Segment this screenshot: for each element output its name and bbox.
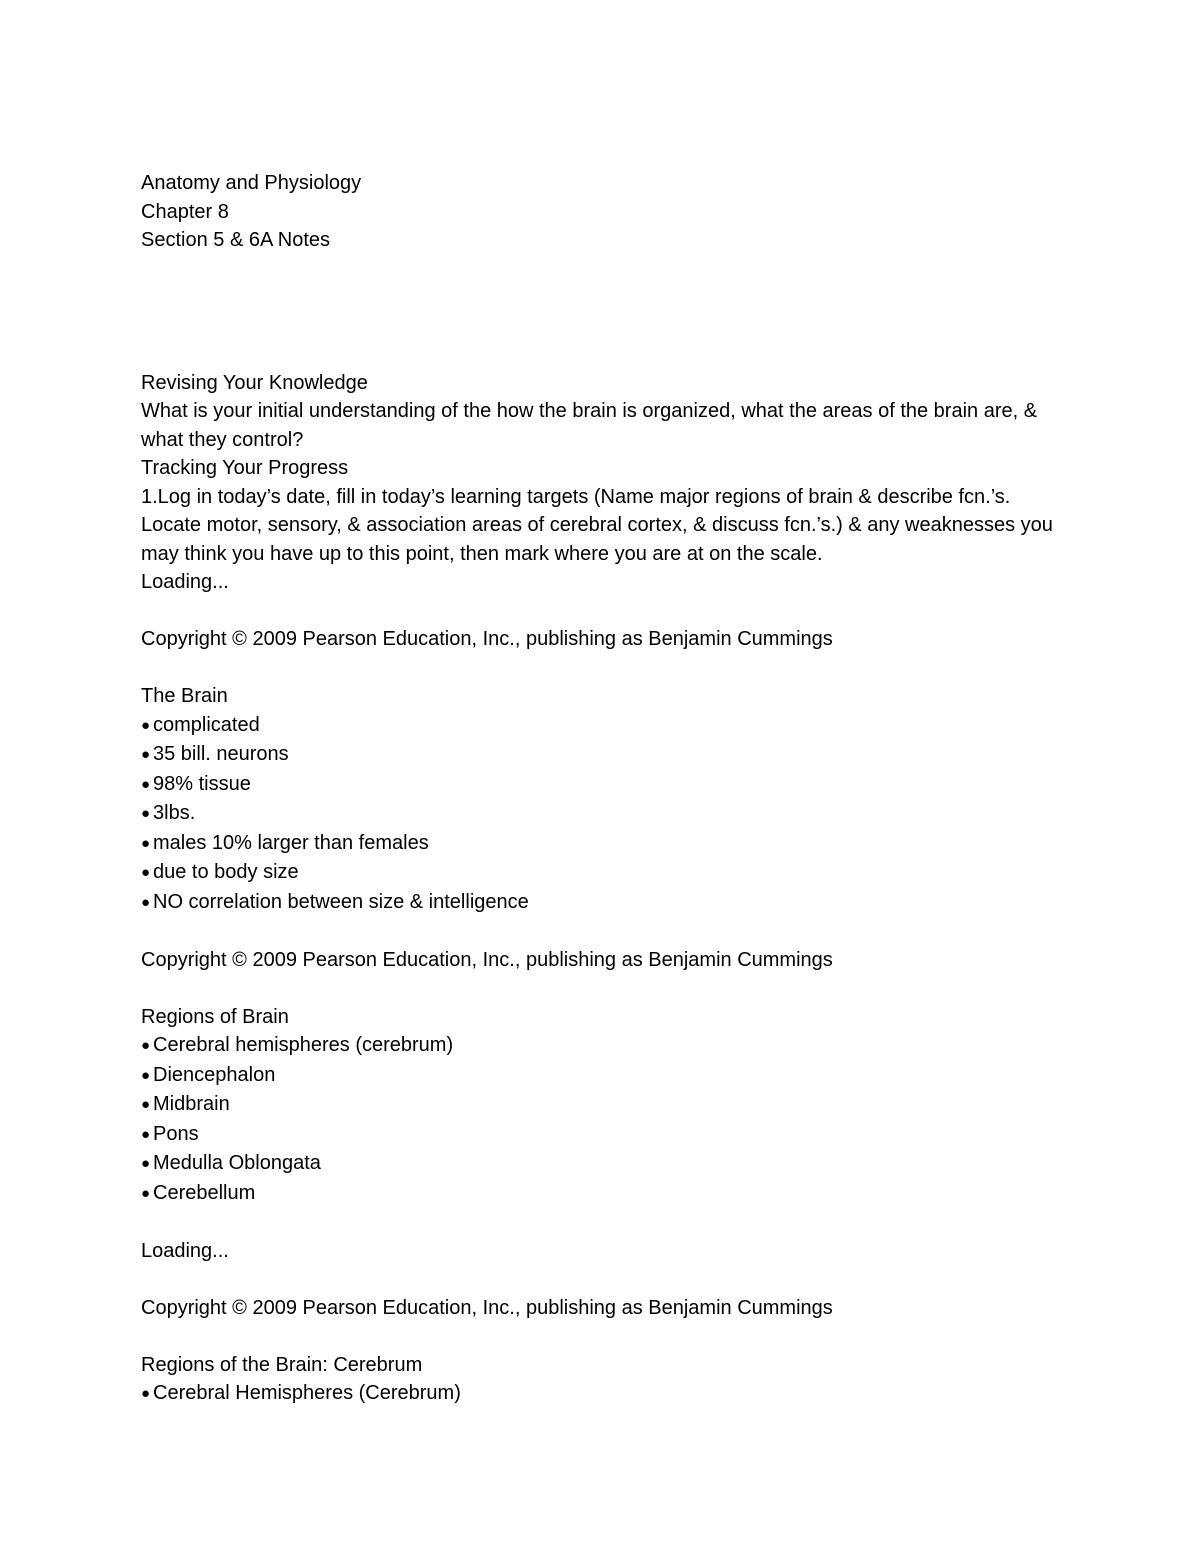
copyright-line: Copyright © 2009 Pearson Education, Inc., publishing as Benjamin Cummings [141,1296,833,1319]
copyright-line: Copyright © 2009 Pearson Education, Inc., publishing as Benjamin Cummings [141,628,833,650]
bullet-text: Pons [153,1122,199,1145]
bullet-list-item [141,799,1061,829]
bullet-list-item [141,1031,1061,1061]
bullet-icon: ● [141,1184,151,1202]
bullet-text: males 10% larger than females [153,831,429,854]
regions-bullet-list [141,1031,1061,1208]
bullet-text: 35 bill. neurons [153,743,289,765]
document-page [141,169,1061,1409]
bullet-icon: ● [141,805,151,822]
chapter-title: Chapter 8 [141,200,229,223]
cerebrum-heading: Regions of the Brain: Cerebrum [141,1353,423,1376]
bullet-list-item [141,1379,1061,1409]
bullet-icon: ● [141,746,151,763]
bullet-text: Diencephalon [153,1063,276,1086]
brain-heading: The Brain [141,685,228,707]
bullet-list-item [141,1061,1061,1091]
bullet-icon: ● [141,834,151,852]
bullet-list-item [141,888,1061,918]
bullet-text: Cerebellum [153,1181,256,1204]
bullet-text: Medulla Oblongata [153,1152,321,1174]
bullet-text: 3lbs. [153,802,196,824]
bullet-icon: ● [141,1125,151,1143]
spacer [141,255,1061,369]
bullet-icon: ● [141,1096,151,1113]
section-title: Section 5 & 6A Notes [141,229,331,251]
bullet-list-item [141,711,1061,741]
bullet-icon: ● [141,1155,151,1172]
bullet-icon: ● [141,1066,151,1084]
bullet-list-item [141,858,1061,888]
bullet-text: 98% tissue [153,772,251,795]
bullet-list-item [141,1090,1061,1120]
tracking-heading: Tracking Your Progress [141,457,349,479]
bullet-list-item [141,829,1061,859]
cerebrum-bullet-list [141,1379,1061,1409]
regions-heading: Regions of Brain [141,1005,289,1028]
revising-question: What is your initial understanding of the how the brain is organized, what the areas of the brain are, & what they control? [141,400,1038,451]
bullet-icon: ● [141,864,151,881]
bullet-icon: ● [141,1037,151,1054]
bullet-text: NO correlation between size & intelligence [153,890,529,913]
bullet-text: Midbrain [153,1093,230,1115]
bullet-list-item [141,1179,1061,1209]
loading-text: Loading... [141,1239,229,1262]
bullet-text: complicated [153,713,260,736]
copyright-line: Copyright © 2009 Pearson Education, Inc., publishing as Benjamin Cummings [141,948,833,971]
bullet-list-item [141,1149,1061,1179]
loading-text: Loading... [141,571,229,593]
bullet-text: due to body size [153,861,299,883]
bullet-icon: ● [141,893,151,911]
bullet-icon: ● [141,775,151,793]
revising-heading: Revising Your Knowledge [141,371,368,394]
bullet-text: Cerebral hemispheres (cerebrum) [153,1034,454,1056]
bullet-list-item [141,1120,1061,1150]
course-title: Anatomy and Physiology [141,172,362,194]
bullet-list-item [141,740,1061,770]
bullet-icon: ● [141,1385,151,1402]
bullet-icon: ● [141,716,151,734]
bullet-list-item [141,770,1061,800]
tracking-instruction: 1.Log in today’s date, fill in today’s learning targets (Name major regions of brain & describe fcn.’s. Locate motor, sensory, & association areas of cerebral cortex, & discuss fcn.’s.) & any weaknesses you may think you have up to this point, then mark where you are at on the scale. [141,485,1053,565]
bullet-text: Cerebral Hemispheres (Cerebrum) [153,1382,461,1404]
brain-bullet-list [141,711,1061,918]
